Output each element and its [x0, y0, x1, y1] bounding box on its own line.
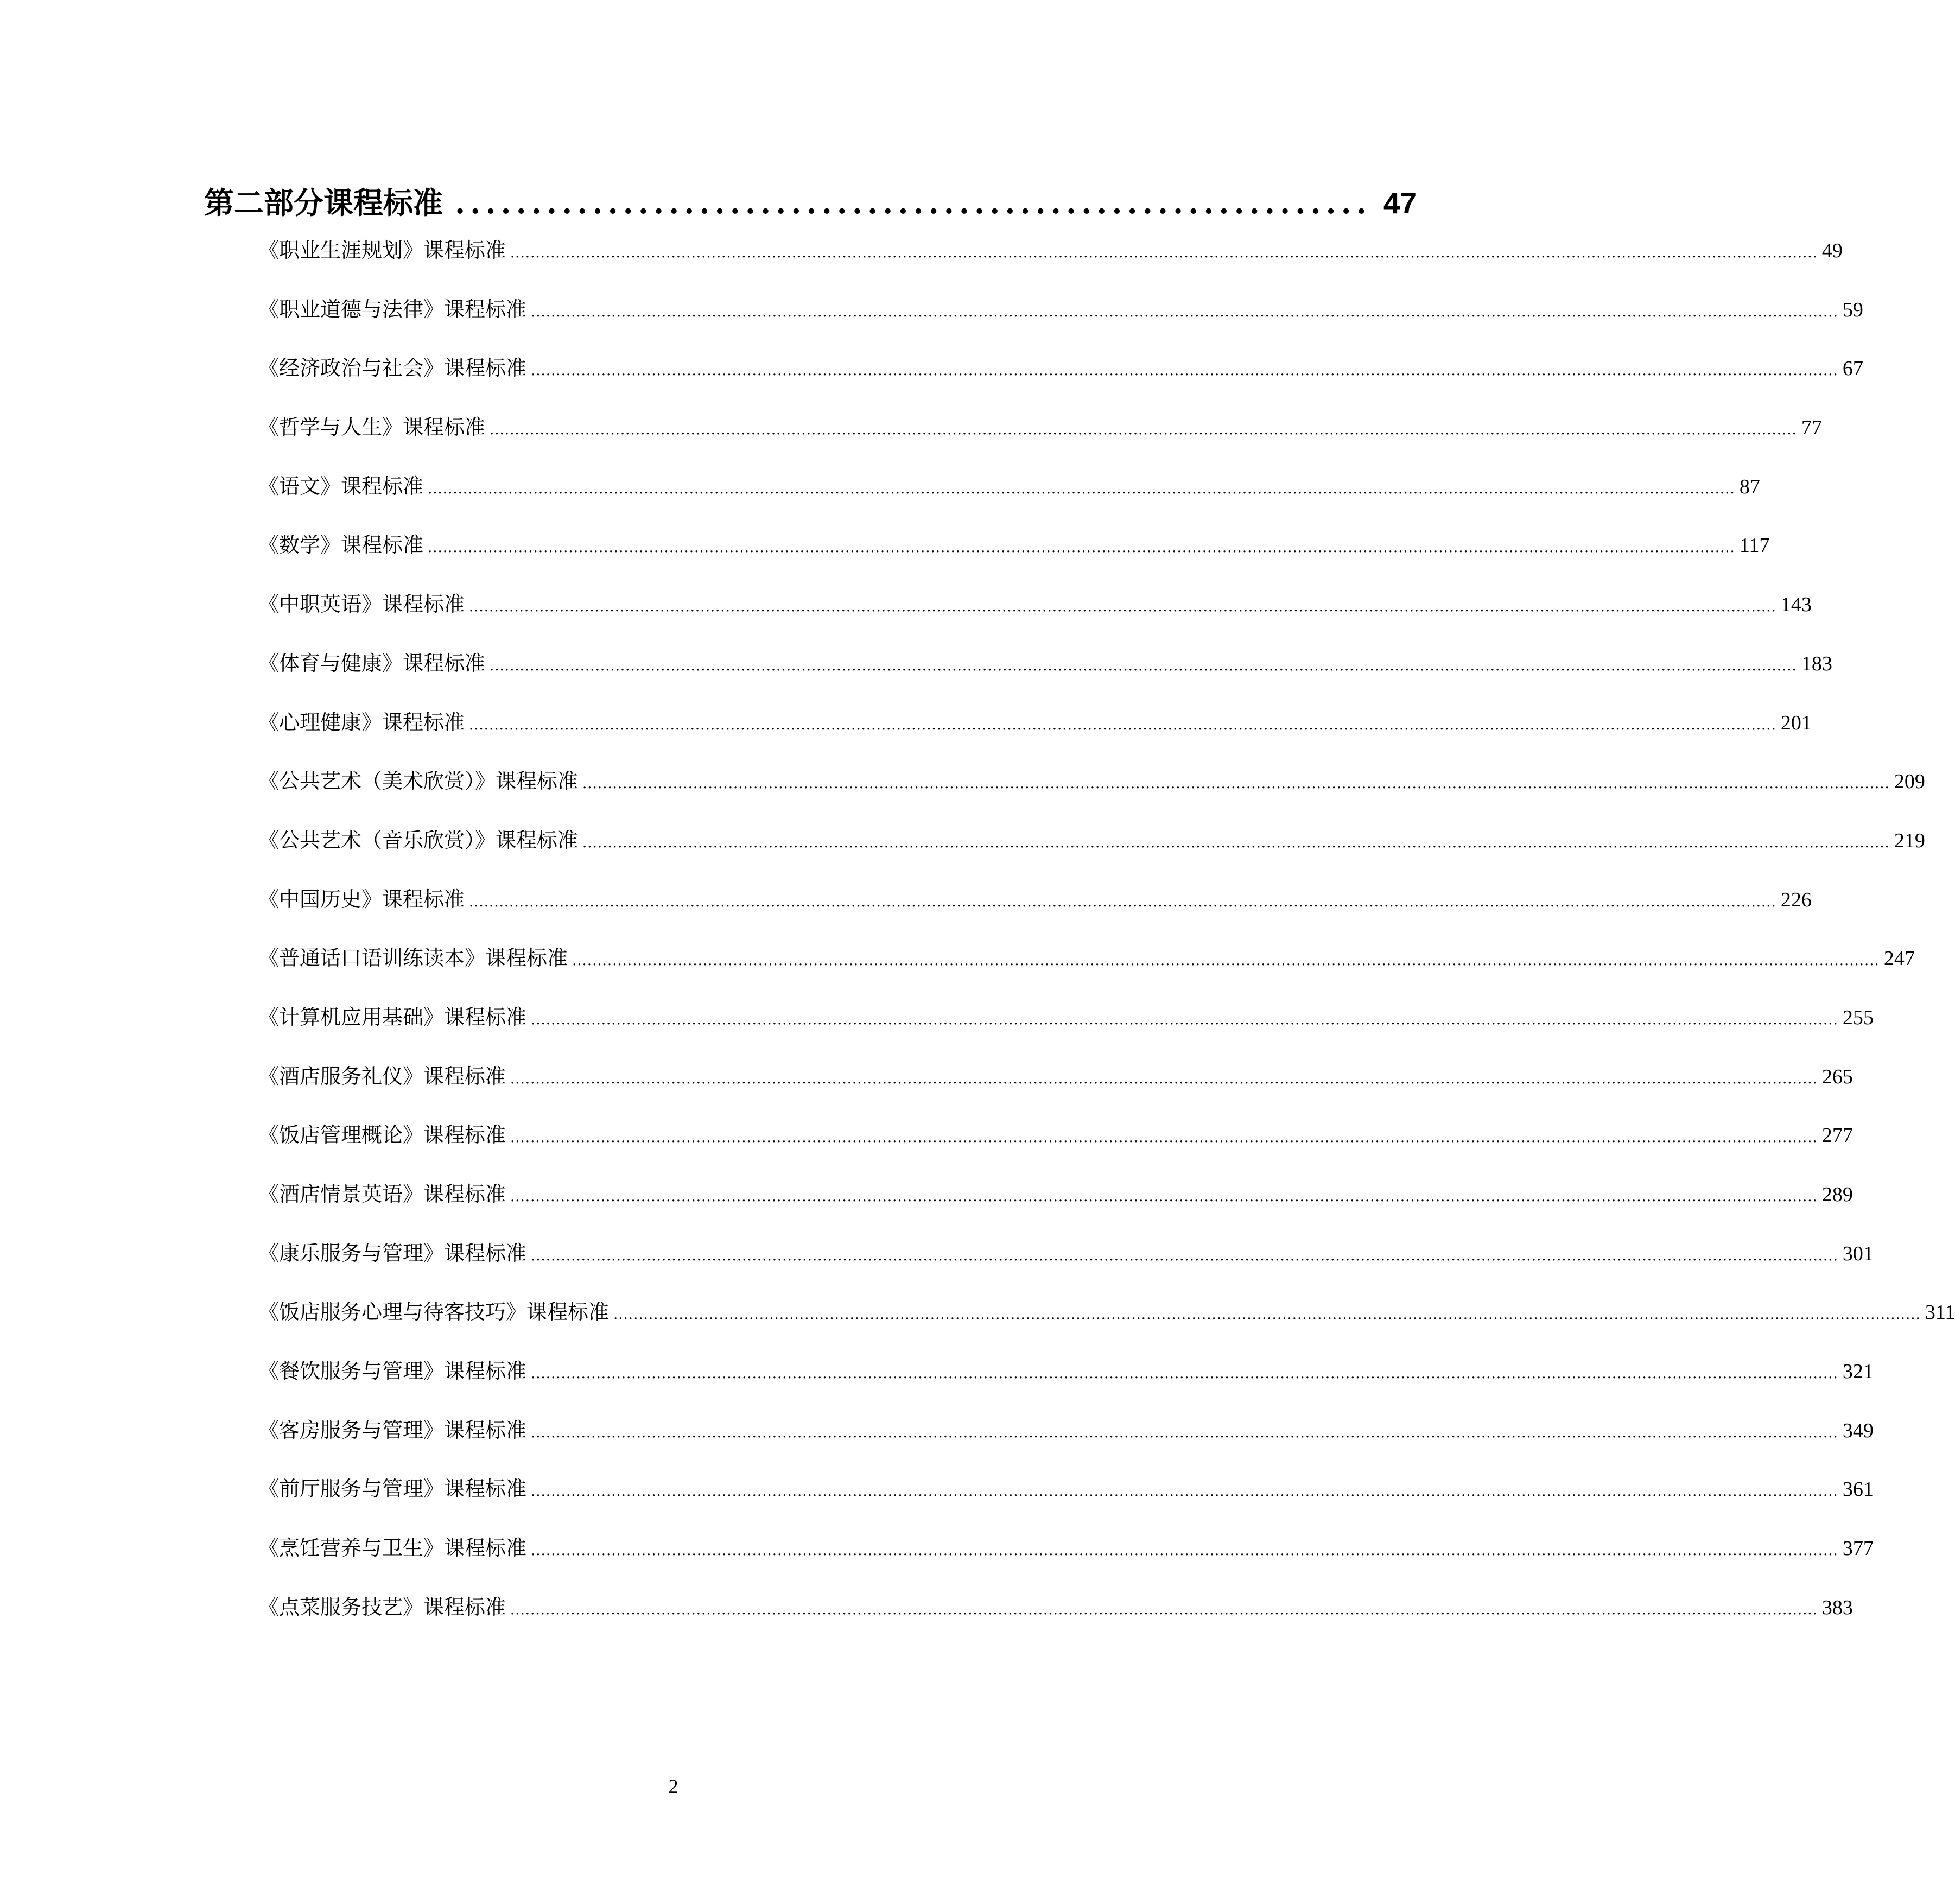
toc-entry-page-number: 219 — [1894, 829, 1925, 852]
toc-entry-title: 《公共艺术（美术欣赏）》课程标准 — [258, 769, 579, 794]
section-title: 课程标准 — [323, 186, 443, 220]
toc-entry-page-number: 209 — [1894, 770, 1925, 794]
toc-entry-title: 《餐饮服务与管理》课程标准 — [258, 1359, 527, 1383]
toc-entry-page-number: 289 — [1821, 1183, 1853, 1206]
dot-leader: .................................................................................................................................................................................................................................................................... — [613, 1306, 1921, 1323]
toc-entry-title: 《饭店管理概论》课程标准 — [258, 1123, 506, 1147]
toc-entry[interactable] — [204, 1531, 1874, 1590]
dot-leader: .................................................................................................................................................................................................................................................................... — [531, 303, 1838, 320]
dot-leader: .................................................................................................................................................................................................................................................................... — [582, 776, 1890, 792]
toc-entry[interactable] — [204, 1059, 1853, 1119]
toc-entry-title: 《体育与健康》课程标准 — [258, 651, 486, 675]
toc-entry-title: 《点菜服务技艺》课程标准 — [258, 1595, 506, 1619]
toc-entry[interactable] — [204, 293, 1863, 352]
dot-leader: .................................................................................................................................................................................................................................................................... — [531, 1424, 1838, 1441]
toc-entry[interactable] — [204, 823, 1925, 883]
toc-entry-title: 《计算机应用基础》课程标准 — [258, 1005, 527, 1029]
toc-entry-page-number: 321 — [1842, 1360, 1874, 1383]
toc-entry-title: 《心理健康》课程标准 — [258, 710, 465, 734]
toc-entry-title: 《前厅服务与管理》课程标准 — [258, 1477, 527, 1501]
toc-entry-page-number: 183 — [1801, 652, 1832, 675]
toc-entry[interactable] — [204, 587, 1812, 646]
section-page-number: 47 — [1383, 186, 1417, 220]
toc-entry[interactable] — [204, 1295, 1955, 1354]
dot-leader: ............................................................ — [455, 185, 1372, 220]
dot-leader: .................................................................................................................................................................................................................................................................... — [469, 599, 1776, 615]
dot-leader: .................................................................................................................................................................................................................................................................... — [531, 1366, 1838, 1382]
toc-entry[interactable] — [204, 941, 1915, 1000]
toc-entry[interactable] — [204, 1236, 1874, 1296]
toc-entry[interactable] — [204, 1590, 1853, 1649]
toc-entry-page-number: 226 — [1780, 888, 1812, 911]
toc-entry-title: 《普通话口语训练读本》课程标准 — [258, 946, 568, 970]
toc-entry[interactable] — [204, 469, 1760, 529]
toc-entry[interactable] — [204, 1118, 1853, 1177]
toc-entry[interactable] — [204, 883, 1812, 942]
dot-leader: .................................................................................................................................................................................................................................................................... — [490, 657, 1797, 674]
toc-entry-page-number: 247 — [1883, 947, 1915, 970]
toc-entry[interactable] — [204, 1177, 1853, 1236]
page-number: 2 — [668, 1775, 678, 1797]
toc-entry-title: 《职业生涯规划》课程标准 — [258, 238, 506, 262]
toc-entry-title: 《客房服务与管理》课程标准 — [258, 1418, 527, 1442]
toc-entry-page-number: 117 — [1739, 534, 1770, 557]
dot-leader: .................................................................................................................................................................................................................................................................... — [510, 1070, 1818, 1087]
toc-entry-page-number: 361 — [1842, 1478, 1874, 1501]
toc-entry-page-number: 87 — [1739, 475, 1760, 498]
toc-entry-page-number: 59 — [1842, 298, 1863, 321]
dot-leader: .................................................................................................................................................................................................................................................................... — [469, 716, 1776, 733]
toc-entry-page-number: 77 — [1801, 416, 1822, 440]
toc-entry[interactable] — [204, 1000, 1874, 1059]
dot-leader: .................................................................................................................................................................................................................................................................... — [510, 245, 1818, 261]
dot-leader: .................................................................................................................................................................................................................................................................... — [510, 1601, 1818, 1618]
toc-entry-page-number: 67 — [1842, 357, 1863, 380]
toc-entry[interactable] — [204, 706, 1812, 765]
dot-leader: .................................................................................................................................................................................................................................................................... — [428, 540, 1735, 556]
dot-leader: .................................................................................................................................................................................................................................................................... — [572, 953, 1880, 969]
toc-entry-title: 《职业道德与法律》课程标准 — [258, 297, 527, 321]
toc-entry-title: 《公共艺术（音乐欣赏）》课程标准 — [258, 828, 579, 852]
dot-leader: .................................................................................................................................................................................................................................................................... — [510, 1129, 1818, 1146]
toc-entry-title: 《饭店服务心理与待客技巧》课程标准 — [258, 1300, 610, 1324]
toc-entry[interactable] — [204, 528, 1770, 587]
dot-leader: .................................................................................................................................................................................................................................................................... — [531, 1011, 1838, 1028]
toc-entry-page-number: 201 — [1780, 711, 1812, 734]
toc-entry-page-number: 277 — [1821, 1124, 1853, 1147]
dot-leader: .................................................................................................................................................................................................................................................................... — [531, 1543, 1838, 1559]
toc-entry-page-number: 49 — [1821, 239, 1843, 262]
dot-leader: .................................................................................................................................................................................................................................................................... — [531, 363, 1838, 379]
toc-entry[interactable] — [204, 764, 1925, 823]
toc-entry-page-number: 349 — [1842, 1419, 1874, 1442]
toc-entry-title: 《康乐服务与管理》课程标准 — [258, 1241, 527, 1265]
dot-leader: .................................................................................................................................................................................................................................................................... — [490, 422, 1797, 439]
dot-leader: .................................................................................................................................................................................................................................................................... — [510, 1189, 1818, 1205]
toc-entry-title: 《烹饪营养与卫生》课程标准 — [258, 1536, 527, 1560]
toc-entry-title: 《数学》课程标准 — [258, 533, 424, 557]
toc-entry-page-number: 311 — [1925, 1301, 1955, 1324]
dot-leader: .................................................................................................................................................................................................................................................................... — [428, 480, 1735, 497]
toc-entry[interactable] — [204, 1354, 1874, 1413]
section-part-label: 第二部分 — [204, 186, 324, 220]
toc-entry-page-number: 265 — [1821, 1065, 1853, 1088]
toc-entry-title: 《经济政治与社会》课程标准 — [258, 356, 527, 380]
dot-leader: .................................................................................................................................................................................................................................................................... — [531, 1247, 1838, 1264]
toc-entry[interactable] — [204, 233, 1843, 293]
toc-entry-title: 《语文》课程标准 — [258, 474, 424, 498]
dot-leader: .................................................................................................................................................................................................................................................................... — [469, 893, 1776, 910]
dot-leader: .................................................................................................................................................................................................................................................................... — [531, 1483, 1838, 1500]
toc-entry-page-number: 383 — [1821, 1596, 1853, 1619]
toc-entry[interactable] — [204, 1413, 1874, 1473]
toc-entry-title: 《酒店情景英语》课程标准 — [258, 1182, 506, 1206]
toc-entry-page-number: 255 — [1842, 1006, 1874, 1029]
toc-entry-title: 《酒店服务礼仪》课程标准 — [258, 1064, 506, 1088]
toc-section-heading — [204, 179, 1417, 233]
toc-entry-page-number: 377 — [1842, 1537, 1874, 1560]
toc-entry-title: 《中国历史》课程标准 — [258, 887, 465, 911]
toc-entry-title: 《哲学与人生》课程标准 — [258, 415, 486, 440]
toc-entry-page-number: 143 — [1780, 593, 1812, 617]
toc-entry-title: 《中职英语》课程标准 — [258, 592, 465, 617]
toc-entry[interactable] — [204, 1472, 1874, 1531]
table-of-contents — [204, 179, 1955, 1649]
toc-entry-page-number: 301 — [1842, 1242, 1874, 1265]
toc-entry[interactable] — [204, 351, 1863, 410]
toc-entry-list — [204, 233, 1955, 1649]
toc-entry[interactable] — [204, 410, 1822, 469]
dot-leader: .................................................................................................................................................................................................................................................................... — [582, 834, 1890, 851]
toc-entry[interactable] — [204, 646, 1832, 706]
